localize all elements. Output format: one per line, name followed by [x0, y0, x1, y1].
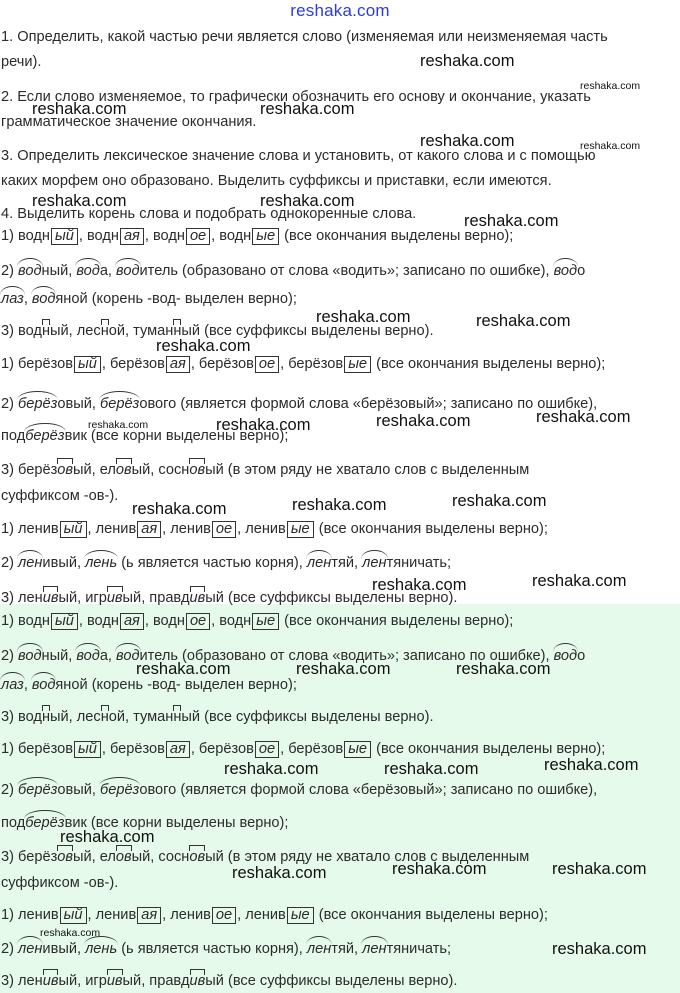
instruction-2b: грамматическое значение окончания. — [1, 114, 257, 130]
ending-box: ая — [120, 228, 144, 245]
ending-box: ое — [212, 907, 236, 924]
suffix-mark: ив — [189, 590, 206, 606]
answer-suffix-iv: 3) ленивый, игривый, правдивый (все суффиксы выделены верно). — [1, 590, 458, 606]
watermark: reshaka.com — [552, 860, 647, 878]
root-arc: берёз — [100, 396, 140, 412]
watermark: reshaka.com — [232, 864, 327, 882]
watermark: reshaka.com — [132, 500, 227, 518]
suffix-mark: ов — [189, 849, 206, 865]
suffix-mark: ив — [106, 973, 123, 989]
ending-box: ая — [137, 907, 161, 924]
watermark: reshaka.com — [456, 660, 551, 678]
watermark: reshaka.com — [296, 660, 391, 678]
watermark: reshaka.com — [464, 212, 559, 230]
root-arc: лен — [362, 555, 387, 571]
root-arc: берёз — [25, 428, 65, 444]
watermark: reshaka.com — [392, 860, 487, 878]
answer-roots-len-repeat: 2) ленивый, лень (ь является частью корня), лентяй, лентяничать; — [1, 941, 452, 957]
watermark: reshaka.com — [216, 416, 311, 434]
ending-box: ое — [186, 228, 210, 245]
ending-box: ые — [252, 613, 279, 630]
ending-box: ые — [252, 228, 279, 245]
suffix-mark: ов — [189, 462, 206, 478]
root-arc: берёз — [18, 396, 58, 412]
ending-box: ые — [287, 907, 314, 924]
answer-suffix-iv-repeat: 3) ленивый, игривый, правдивый (все суффиксы выделены верно). — [1, 973, 458, 989]
ending-box: ый — [60, 521, 87, 538]
answer-endings-leniv: 1) ленив ый , ленив ая , ленив ое , ленив ые (все окончания выделены верно); — [1, 521, 548, 537]
suffix-mark: ив — [189, 973, 206, 989]
instruction-4: 4. Выделить корень слова и подобрать однокоренные слова. — [1, 206, 417, 222]
suffix-mark: ов — [57, 462, 74, 478]
answer-suffix-n-repeat: 3) водный, лесной, туманный (все суффиксы выделены верно). — [1, 709, 434, 725]
root-arc: вод — [76, 263, 100, 279]
answer-roots-vod-cont-repeat: лаз, водяной (корень -вод- выделен верно); — [1, 677, 297, 693]
watermark: reshaka.com — [60, 828, 155, 846]
root-arc: берёз — [18, 782, 58, 798]
watermark: reshaka.com — [580, 80, 641, 92]
answer-suffix-n: 3) водный, лесной, туманный (все суффиксы выделены верно). — [1, 323, 434, 339]
watermark: reshaka.com — [32, 100, 127, 118]
root-arc: лень — [85, 555, 118, 571]
answer-roots-berez: 2) берёзовый, берёзового (является формой слова «берёзовый»; записано по ошибке), — [1, 396, 598, 412]
root-arc: лен — [306, 941, 332, 957]
ending-box: ый — [74, 741, 101, 758]
ending-box: ый — [51, 613, 78, 630]
root-arc: лаз — [1, 677, 24, 693]
root-arc: вод — [31, 291, 56, 307]
answer-endings-berezov: 1) берёзов ый , берёзов ая , берёзов ое , берёзов ые (все окончания выделены верно); — [1, 356, 606, 372]
ending-box: ые — [344, 741, 371, 758]
instruction-1b: речи). — [1, 54, 42, 70]
suffix-mark: ив — [42, 590, 59, 606]
suffix-mark: ов — [115, 849, 132, 865]
watermark: reshaka.com — [580, 140, 641, 152]
answer-roots-len: 2) ленивый, лень (ь является частью корня), лентяй, лентяничать; — [1, 555, 452, 571]
root-arc: лаз — [1, 291, 24, 307]
answer-roots-vod-repeat: 2) водный, вода, водитель (образовано от слова «водить»; записано по ошибке), водо — [1, 648, 586, 664]
instruction-2a: 2. Если слово изменяемое, то графически обозначить его основу и окончание, указать — [1, 89, 591, 105]
root-arc: вод — [31, 677, 56, 693]
answer-roots-vod: 2) водный, вода, водитель (образовано от слова «водить»; записано по ошибке), водо — [1, 263, 586, 279]
root-arc: вод — [116, 648, 140, 664]
suffix-mark: н — [173, 709, 182, 725]
instruction-3b: каких морфем оно образовано. Выделить суффиксы и приставки, если имеются. — [1, 173, 552, 189]
ending-box: ое — [255, 356, 279, 373]
answer-endings-vodn-repeat: 1) водн ый , водн ая , водн ое , водн ые (все окончания выделены верно); — [1, 613, 514, 629]
ending-box: ая — [166, 356, 190, 373]
watermark: reshaka.com — [476, 312, 571, 330]
watermark: reshaka.com — [292, 496, 387, 514]
root-arc: лен — [18, 941, 43, 957]
root-arc: берёз — [100, 782, 140, 798]
suffix-mark: ов — [57, 849, 74, 865]
root-arc: лень — [85, 941, 118, 957]
answer-suffix-ov-cont: суффиксом -ов-). — [1, 488, 119, 504]
suffix-mark: ив — [42, 973, 59, 989]
ending-box: ое — [186, 613, 210, 630]
root-arc: вод — [76, 648, 100, 664]
answer-endings-vodn: 1) водн ый , водн ая , водн ое , водн ые (все окончания выделены верно); — [1, 228, 514, 244]
watermark: reshaka.com — [376, 412, 471, 430]
root-arc: вод — [116, 263, 140, 279]
suffix-mark: н — [41, 709, 50, 725]
answer-roots-berez-repeat: 2) берёзовый, берёзового (является формой слова «берёзовый»; записано по ошибке), — [1, 782, 598, 798]
watermark: reshaka.com — [384, 760, 479, 778]
ending-box: ая — [120, 613, 144, 630]
suffix-mark: н — [173, 323, 182, 339]
root-arc: вод — [18, 263, 42, 279]
watermark: reshaka.com — [420, 52, 515, 70]
root-arc: лен — [362, 941, 387, 957]
answer-suffix-ov: 3) берёзовый, еловый, сосновый (в этом ряду не хватало слов с выделенным — [1, 462, 530, 478]
suffix-mark: ов — [115, 462, 132, 478]
root-arc: вод — [553, 648, 578, 664]
watermark: reshaka.com — [552, 940, 647, 958]
ending-box: ое — [255, 741, 279, 758]
instruction-1a: 1. Определить, какой частью речи является слово (изменяемая или неизменяемая часть — [1, 29, 608, 45]
ending-box: ое — [212, 521, 236, 538]
answer-endings-berezov-repeat: 1) берёзов ый , берёзов ая , берёзов ое , берёзов ые (все окончания выделены верно); — [1, 741, 606, 757]
ending-box: ая — [137, 521, 161, 538]
suffix-mark: н — [41, 323, 50, 339]
suffix-mark: н — [100, 323, 109, 339]
root-arc: лен — [306, 555, 332, 571]
ending-box: ые — [344, 356, 371, 373]
watermark: reshaka.com — [260, 100, 355, 118]
watermark: reshaka.com — [544, 756, 639, 774]
root-arc: вод — [553, 263, 578, 279]
watermark: reshaka.com — [536, 408, 631, 426]
site-header[interactable]: reshaka.com — [290, 1, 390, 20]
answer-endings-leniv-repeat: 1) ленив ый , ленив ая , ленив ое , ленив ые (все окончания выделены верно); — [1, 907, 548, 923]
watermark: reshaka.com — [372, 576, 467, 594]
watermark: reshaka.com — [224, 760, 319, 778]
ending-box: ый — [74, 356, 101, 373]
watermark: reshaka.com — [156, 337, 251, 355]
watermark: reshaka.com — [40, 927, 101, 939]
answer-roots-berez-cont-repeat: подберёзвик (все корни выделены верно); — [1, 815, 289, 831]
answer-roots-berez-cont: подберёзвик (все корни выделены верно); — [1, 428, 289, 444]
watermark: reshaka.com — [316, 308, 411, 326]
suffix-mark: н — [100, 709, 109, 725]
ending-box: ые — [287, 521, 314, 538]
watermark: reshaka.com — [420, 132, 515, 150]
ending-box: ая — [166, 741, 190, 758]
answer-roots-vod-cont: лаз, водяной (корень -вод- выделен верно); — [1, 291, 297, 307]
root-arc: вод — [18, 648, 42, 664]
watermark: reshaka.com — [88, 419, 149, 431]
ending-box: ый — [51, 228, 78, 245]
root-arc: берёз — [25, 815, 65, 831]
watermark: reshaka.com — [532, 572, 627, 590]
watermark: reshaka.com — [452, 492, 547, 510]
answer-suffix-ov-repeat: 3) берёзовый, еловый, сосновый (в этом ряду не хватало слов с выделенным — [1, 849, 530, 865]
ending-box: ый — [60, 907, 87, 924]
root-arc: лен — [18, 555, 43, 571]
watermark: reshaka.com — [136, 660, 231, 678]
watermark: reshaka.com — [32, 192, 127, 210]
suffix-mark: ив — [106, 590, 123, 606]
instruction-3a: 3. Определить лексическое значение слова и установить, от какого слова и с помощью — [1, 148, 596, 164]
watermark: reshaka.com — [260, 192, 355, 210]
answer-suffix-ov-cont-repeat: суффиксом -ов-). — [1, 875, 119, 891]
